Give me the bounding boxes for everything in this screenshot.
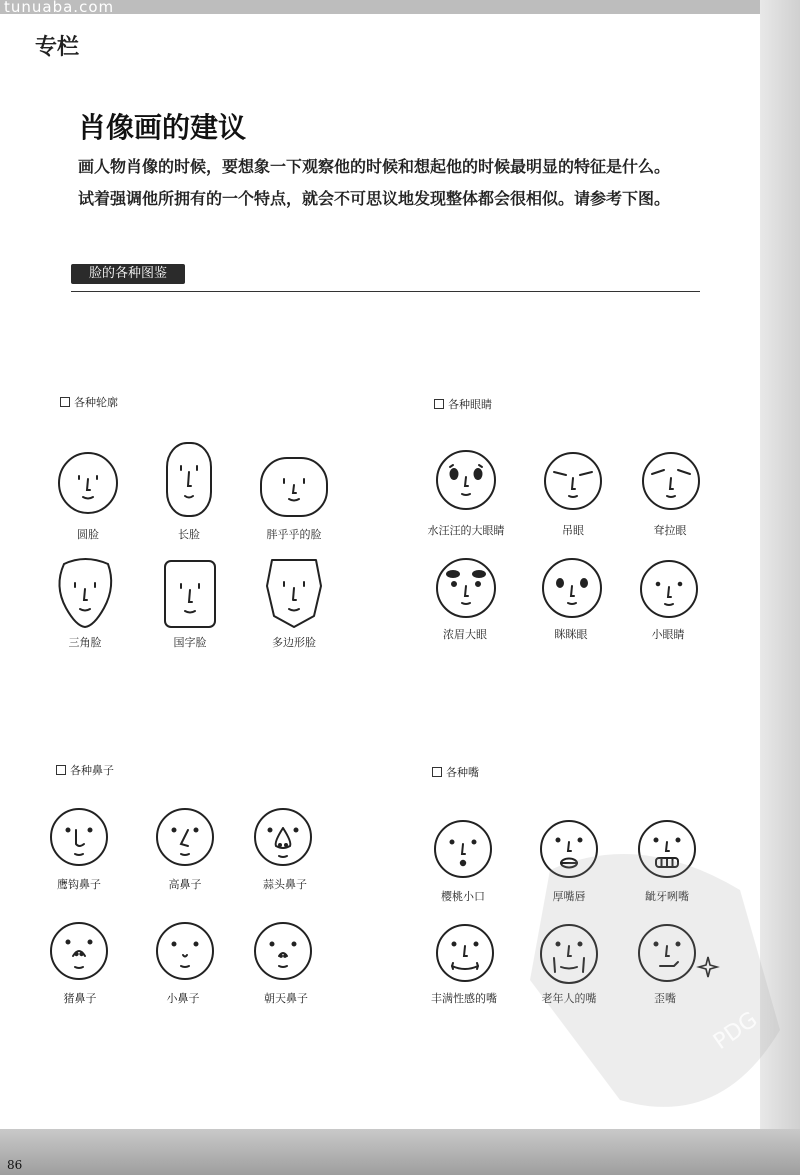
caption-upturned-eyes: 吊眼 [562, 524, 584, 537]
hooked-nose-face-drawing [48, 806, 110, 868]
scan-bottom-edge [0, 1129, 800, 1175]
full-lips-face-drawing [434, 922, 496, 984]
pdg-stamp-logo [520, 830, 790, 1130]
intro-line-1: 画人物肖像的时候，要想象一下观察他的时候和想起他的时候最明显的特征是什么。 [78, 157, 671, 176]
caption-thick-lips: 厚嘴唇 [552, 890, 586, 903]
droopy-eyes-face-drawing [640, 450, 702, 512]
checkbox-icon [56, 765, 66, 775]
scan-top-edge [0, 0, 800, 14]
checkbox-icon [60, 397, 70, 407]
intro-line-2: 试着强调他所拥有的一个特点，就会不可思议地发现整体都会很相似。请参考下图。 [78, 189, 671, 208]
caption-triangle-face: 三角脸 [68, 636, 102, 649]
group-title-nose: 各种鼻子 [56, 762, 114, 778]
caption-long-face: 长脸 [178, 528, 200, 541]
caption-upturned-nose: 朝天鼻子 [264, 992, 308, 1005]
page-number: 86 [7, 1158, 23, 1172]
small-nose-face-drawing [154, 920, 216, 982]
caption-small-eyes: 小眼睛 [651, 628, 685, 641]
caption-small-nose: 小鼻子 [166, 992, 200, 1005]
page-title: 肖像画的建议 [78, 111, 247, 144]
chubby-face-drawing [258, 455, 330, 519]
cherry-mouth-face-drawing [432, 818, 494, 880]
round-face-drawing [56, 450, 120, 516]
svg-text:PDG: PDG [709, 1007, 763, 1055]
caption-hooked-nose: 鹰钩鼻子 [57, 878, 101, 891]
small-eyes-face-drawing [638, 558, 700, 620]
caption-elderly-mouth: 老年人的嘴 [541, 992, 597, 1005]
section-divider [71, 291, 700, 292]
column-tag: 专栏 [35, 35, 80, 60]
caption-bulbous-nose: 蒜头鼻子 [263, 878, 307, 891]
caption-cherry-mouth: 樱桃小口 [441, 890, 485, 903]
thick-brows-face-drawing [434, 556, 498, 620]
caption-round-face: 圆脸 [77, 528, 99, 541]
long-face-drawing [164, 440, 214, 520]
polygon-face-drawing [264, 556, 324, 630]
corner-watermark: tunuaba.com [4, 0, 115, 16]
group-title-mouth: 各种嘴 [432, 764, 479, 780]
caption-polygon-face: 多边形脸 [272, 636, 316, 649]
checkbox-icon [432, 767, 442, 777]
high-nose-face-drawing [154, 806, 216, 868]
caption-droopy-eyes: 耷拉眼 [653, 524, 687, 537]
square-face-drawing [162, 558, 218, 630]
caption-pig-nose: 猪鼻子 [63, 992, 97, 1005]
caption-chubby-face: 胖乎乎的脸 [266, 528, 322, 541]
caption-thick-brows: 浓眉大眼 [443, 628, 487, 641]
big-eyes-face-drawing [434, 448, 498, 512]
bulbous-nose-face-drawing [252, 806, 314, 868]
caption-crooked-mouth: 歪嘴 [654, 992, 676, 1005]
caption-square-face: 国字脸 [173, 636, 207, 649]
section-label: 脸的各种图鉴 [71, 264, 185, 284]
caption-big-eyes: 水汪汪的大眼睛 [427, 524, 505, 537]
upturned-nose-face-drawing [252, 920, 314, 982]
triangle-face-drawing [54, 556, 116, 630]
narrow-eyes-face-drawing [540, 556, 604, 620]
caption-grinning-mouth: 龇牙咧嘴 [645, 890, 689, 903]
upturned-eyes-face-drawing [542, 450, 604, 512]
caption-full-lips: 丰满性感的嘴 [431, 992, 497, 1005]
group-title-outline: 各种轮廓 [60, 394, 118, 410]
caption-narrow-eyes: 眯眯眼 [554, 628, 588, 641]
group-title-eyes: 各种眼睛 [434, 396, 492, 412]
pig-nose-face-drawing [48, 920, 110, 982]
caption-high-nose: 高鼻子 [168, 878, 202, 891]
checkbox-icon [434, 399, 444, 409]
